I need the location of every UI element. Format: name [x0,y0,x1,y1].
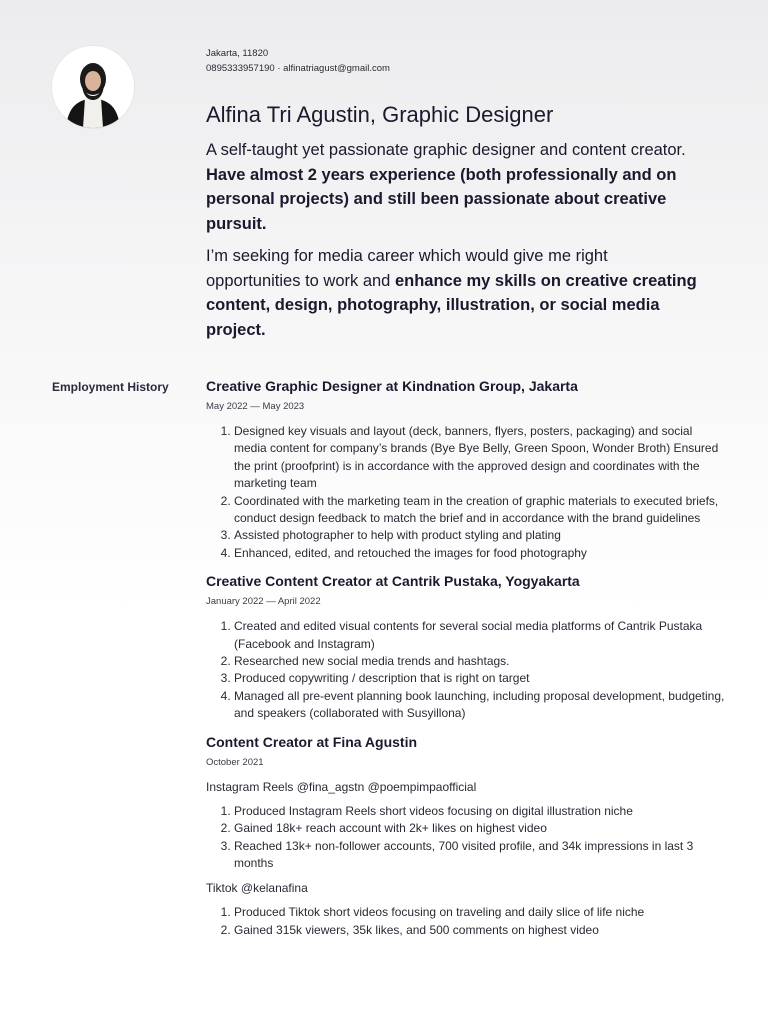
job-entry [206,377,726,562]
job-title: Content Creator at Fina Agustin [206,733,418,750]
list-item: 2. Researched new social media trends and hashtags. [234,653,726,670]
profile-photo-portrait [52,46,134,128]
list-item: 1. Designed key visuals and layout (deck, banners, flyers, posters, packaging) and social media content for company’s brands (Bye Bye Belly, Green Spoon, Wonder Broth) Ensured the print (proofprint) is in accordance with the approved design and coordinates with the marketing team [234,423,726,493]
summary-p2-bold: enhance my skills on creative creating content, design, photography, illustration, or social media project. [206,271,697,339]
phone-email: 0895333957190 · alfinatriagust@gmail.com [206,63,390,74]
employment-history [206,377,726,943]
list-item: 3. Reached 13k+ non-follower accounts, 700 visited profile, and 34k impressions in last 3 months [234,838,726,873]
job-duties [206,423,726,562]
list-item: 2. Gained 18k+ reach account with 2k+ likes on highest video [234,820,726,837]
summary-p1-bold: Have almost 2 years experience (both professionally and on personal projects) and still been passionate about creative pursuit. [206,165,677,233]
job-duties [206,904,726,939]
summary-p2-regular: I’m seeking for media career which would give me right opportunities to work and [206,247,608,290]
platform-label: Instagram Reels @fina_agstn @poempimpaofficial [206,779,477,794]
list-item: 2. Coordinated with the marketing team in the creation of graphic materials to executed briefs, conduct design feedback to match the brief and in accordance with the brand guidelines [234,493,726,528]
job-dates: January 2022 — April 2022 [206,596,321,608]
contact-info [206,46,390,76]
profile-photo [52,46,134,128]
list-item: 4. Managed all pre-event planning book launching, including proposal development, budgeting, and speakers (collaborated with Susyillona) [234,688,726,723]
platform-label: Tiktok @kelanafina [206,881,308,896]
job-dates: May 2022 — May 2023 [206,401,305,412]
job-duties [206,803,726,873]
list-item: 1. Produced Tiktok short videos focusing on traveling and daily slice of life niche [234,904,726,921]
list-item: 3. Produced copywriting / description that is right on target [234,670,726,687]
list-item: 3. Assisted photographer to help with product styling and plating [234,527,726,544]
summary [206,138,706,350]
summary-paragraph-2 [206,244,706,342]
name-title: Alfina Tri Agustin, Graphic Designer [206,102,554,127]
list-item: 1. Produced Instagram Reels short videos focusing on digital illustration niche [234,803,726,820]
section-label-employment: Employment History [52,380,169,394]
list-item: 1. Created and edited visual contents for several social media platforms of Cantrik Pustaka (Facebook and Instagram) [234,618,726,653]
summary-paragraph-1 [206,138,706,236]
summary-p1-regular: A self-taught yet passionate graphic designer and content creator. [206,141,686,159]
job-title: Creative Graphic Designer at Kindnation Group, Jakarta [206,378,578,394]
list-item: 4. Enhanced, edited, and retouched the images for food photography [234,545,726,562]
job-entry [206,733,726,939]
job-title: Creative Content Creator at Cantrik Pustaka, Yogyakarta [206,573,580,590]
job-dates: October 2021 [206,756,264,768]
list-item: 2. Gained 315k viewers, 35k likes, and 500 comments on highest video [234,922,726,939]
job-entry [206,572,726,722]
address: Jakarta, 11820 [206,48,269,59]
job-duties [206,618,726,722]
